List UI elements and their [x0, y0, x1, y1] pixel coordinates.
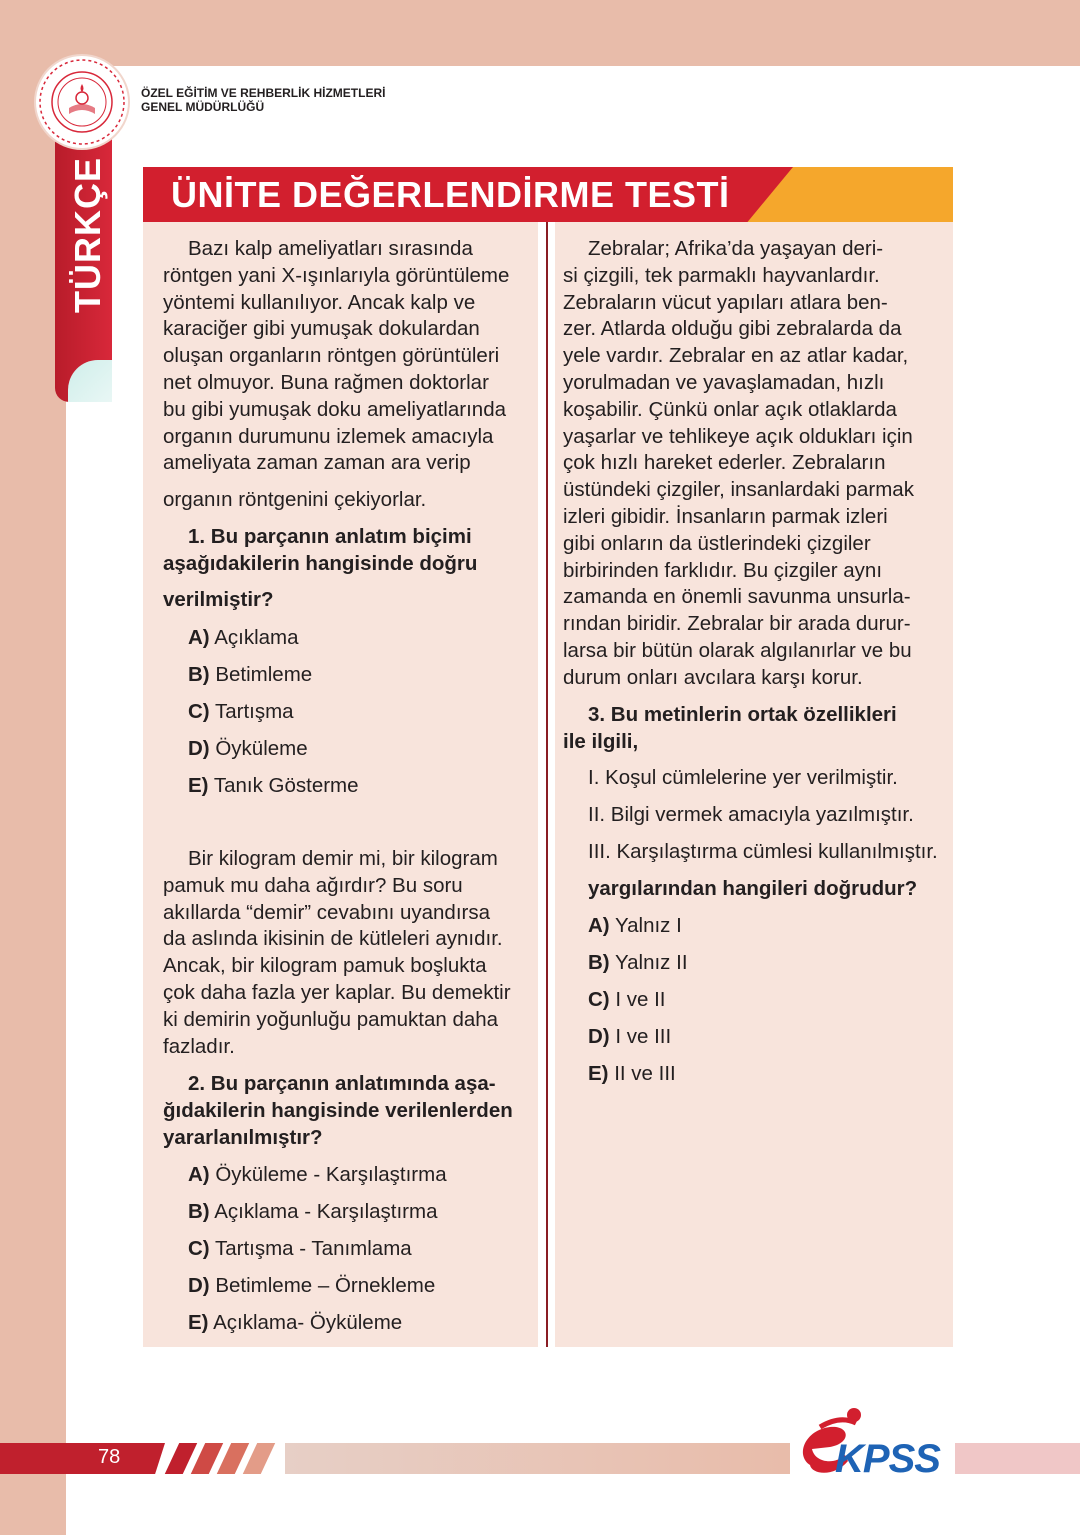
- option-key: D): [188, 1274, 210, 1297]
- answer-option[interactable]: [588, 1024, 688, 1061]
- option-text: Öyküleme - Karşılaştırma: [215, 1163, 447, 1186]
- text-line: ğıdakilerin hangisinde verilenlerden: [163, 1098, 513, 1122]
- org-name: ÖZEL EĞİTİM VE REHBERLİK HİZMETLERİ GENEL MÜDÜRLÜĞÜ: [141, 86, 386, 114]
- option-key: B): [588, 951, 610, 974]
- text-line: koşabilir. Çünkü onlar açık otlaklarda: [563, 397, 897, 421]
- option-text: II ve III: [614, 1062, 676, 1085]
- text-line: röntgen yani X-ışınlarıyla görüntüleme: [163, 263, 510, 287]
- text-line: 1. Bu parçanın anlatım biçimi: [188, 525, 472, 548]
- option-key: C): [188, 1237, 210, 1260]
- text-line: izleri gibidir. İnsanların parmak izleri: [563, 504, 888, 528]
- page-title: ÜNİTE DEĞERLENDİRME TESTİ: [171, 174, 730, 215]
- option-key: E): [188, 774, 209, 797]
- answer-option[interactable]: [588, 950, 688, 987]
- answer-option[interactable]: [188, 625, 359, 662]
- answer-option[interactable]: [588, 1061, 688, 1098]
- text-line: Bazı kalp ameliyatları sırasında: [188, 237, 473, 260]
- text-line: Ancak, bir kilogram pamuk boşlukta: [163, 954, 487, 978]
- answer-option[interactable]: [188, 1162, 447, 1199]
- footer-bar: [285, 1443, 790, 1474]
- top-band: [0, 0, 1080, 66]
- text-line: Zebraların vücut yapıları atlara ben-: [563, 290, 888, 314]
- question-3-prompt: yargılarından hangileri doğrudur?: [588, 877, 918, 900]
- option-key: D): [188, 737, 210, 760]
- page-number: 78: [98, 1446, 121, 1468]
- option-key: C): [588, 988, 610, 1011]
- text-line: gibi onların da üstlerindeki çizgiler: [563, 531, 871, 555]
- option-key: B): [188, 1200, 210, 1223]
- text-line: bu gibi yumuşak doku ameliyatlarında: [163, 397, 506, 421]
- passage-1-end: organın röntgenini çekiyorlar.: [163, 488, 427, 511]
- option-key: A): [188, 1163, 210, 1186]
- footer-stripe: [243, 1443, 275, 1474]
- question-3-options: [588, 913, 688, 1098]
- option-text: Betimleme: [215, 663, 313, 686]
- text-line: Bir kilogram demir mi, bir kilogram: [188, 847, 498, 870]
- footer-bar-right: [955, 1443, 1080, 1474]
- answer-option[interactable]: [188, 736, 359, 773]
- question-2: [163, 1071, 513, 1151]
- option-key: B): [188, 663, 210, 686]
- text-line: organın durumunu izlemek amacıyla: [163, 424, 494, 448]
- answer-option[interactable]: [188, 699, 359, 736]
- text-line: fazladır.: [163, 1034, 235, 1058]
- text-line: larsa bir bütün olarak algılanırlar ve bu: [563, 638, 912, 662]
- answer-option[interactable]: [588, 913, 688, 950]
- answer-option[interactable]: [188, 1236, 447, 1273]
- text-line: çok hızlı hareket ederler. Zebraların: [563, 451, 886, 475]
- answer-option[interactable]: [188, 662, 359, 699]
- answer-option[interactable]: [188, 1310, 447, 1347]
- option-text: Yalnız II: [614, 951, 688, 974]
- option-text: Açıklama- Öyküleme: [213, 1311, 403, 1334]
- option-text: I ve III: [615, 1025, 672, 1048]
- option-key: A): [588, 914, 610, 937]
- text-line: si çizgili, tek parmaklı hayvanlardır.: [563, 263, 880, 287]
- statement: II. Bilgi vermek amacıyla yazılmıştır.: [588, 803, 914, 826]
- text-line: zamanda en önemli savunma unsurla-: [563, 585, 911, 609]
- text-line: pamuk mu daha ağırdır? Bu soru: [163, 873, 463, 897]
- text-line: yele vardır. Zebralar en az atlar kadar,: [563, 344, 909, 368]
- question-1-options: [188, 625, 359, 810]
- column-divider: [546, 222, 548, 1347]
- text-line: ile ilgili,: [563, 729, 639, 753]
- text-line: üstündeki çizgiler, insanlardaki parmak: [563, 478, 914, 502]
- passage-2: [163, 846, 511, 1060]
- text-line: zer. Atlarda olduğu gibi zebralarda da: [563, 317, 902, 341]
- text-line: yararlanılmıştır?: [163, 1125, 323, 1149]
- option-text: Tartışma - Tanımlama: [214, 1237, 412, 1260]
- text-line: Zebralar; Afrika’da yaşayan deri-: [588, 237, 884, 260]
- text-line: yorulmadan ve yavaşlamadan, hızlı: [563, 370, 885, 394]
- text-line: 2. Bu parçanın anlatımında aşa-: [188, 1072, 496, 1095]
- option-text: Öyküleme: [215, 737, 308, 760]
- ministry-seal-logo: [36, 56, 128, 148]
- question-1: [163, 524, 477, 578]
- text-line: akıllarda “demir” cevabını uyandırsa: [163, 900, 491, 924]
- footer-page-tab: [0, 1443, 165, 1474]
- option-text: Betimleme – Örnekleme: [215, 1274, 436, 1297]
- option-text: Açıklama: [214, 626, 299, 649]
- logo-text: KPSS: [835, 1437, 940, 1481]
- option-text: Açıklama - Karşılaştırma: [214, 1200, 438, 1223]
- text-line: karaciğer gibi yumuşak dokulardan: [163, 317, 480, 341]
- text-line: rından biridir. Zebralar bir arada durur-: [563, 612, 911, 636]
- question-1-end: verilmiştir?: [163, 588, 274, 611]
- passage-3: [563, 236, 914, 692]
- option-key: E): [188, 1311, 209, 1334]
- statement: III. Karşılaştırma cümlesi kullanılmıştır.: [588, 840, 938, 863]
- text-line: net olmuyor. Buna rağmen doktorlar: [163, 370, 489, 394]
- option-text: I ve II: [615, 988, 666, 1011]
- option-key: E): [588, 1062, 609, 1085]
- question-2-options: [188, 1162, 447, 1347]
- option-key: A): [188, 626, 210, 649]
- passage-1: [163, 236, 509, 477]
- statement: I. Koşul cümlelerine yer verilmiştir.: [588, 766, 898, 789]
- option-text: Tartışma: [214, 700, 294, 723]
- option-key: C): [188, 700, 210, 723]
- text-line: yöntemi kullanılıyor. Ancak kalp ve: [163, 290, 476, 314]
- text-line: yaşarlar ve tehlikeye açık oldukları için: [563, 424, 913, 448]
- question-3-statements: [588, 765, 938, 876]
- text-line: durum onları avcılara karşı korur.: [563, 665, 863, 689]
- text-line: birbirinden farklıdır. Bu çizgiler aynı: [563, 558, 883, 582]
- text-line: çok daha fazla yer kaplar. Bu demektir: [163, 980, 511, 1004]
- subject-label: TÜRKÇE: [67, 157, 108, 313]
- text-line: ameliyata zaman zaman ara verip: [163, 451, 471, 475]
- text-line: ki demirin yoğunluğu pamuktan daha: [163, 1007, 499, 1031]
- text-line: da aslında ikisinin de kütleleri aynıdır.: [163, 927, 503, 951]
- answer-option[interactable]: [588, 987, 688, 1024]
- option-text: Tanık Gösterme: [213, 774, 359, 797]
- text-line: aşağıdakilerin hangisinde doğru: [163, 551, 478, 575]
- option-key: D): [588, 1025, 610, 1048]
- option-text: Yalnız I: [614, 914, 682, 937]
- text-line: 3. Bu metinlerin ortak özellikleri: [588, 703, 897, 726]
- answer-option[interactable]: [188, 1273, 447, 1310]
- answer-option[interactable]: [188, 1199, 447, 1236]
- answer-option[interactable]: [188, 773, 359, 810]
- question-3: [563, 702, 897, 756]
- text-line: oluşan organların röntgen görüntüleri: [163, 344, 500, 368]
